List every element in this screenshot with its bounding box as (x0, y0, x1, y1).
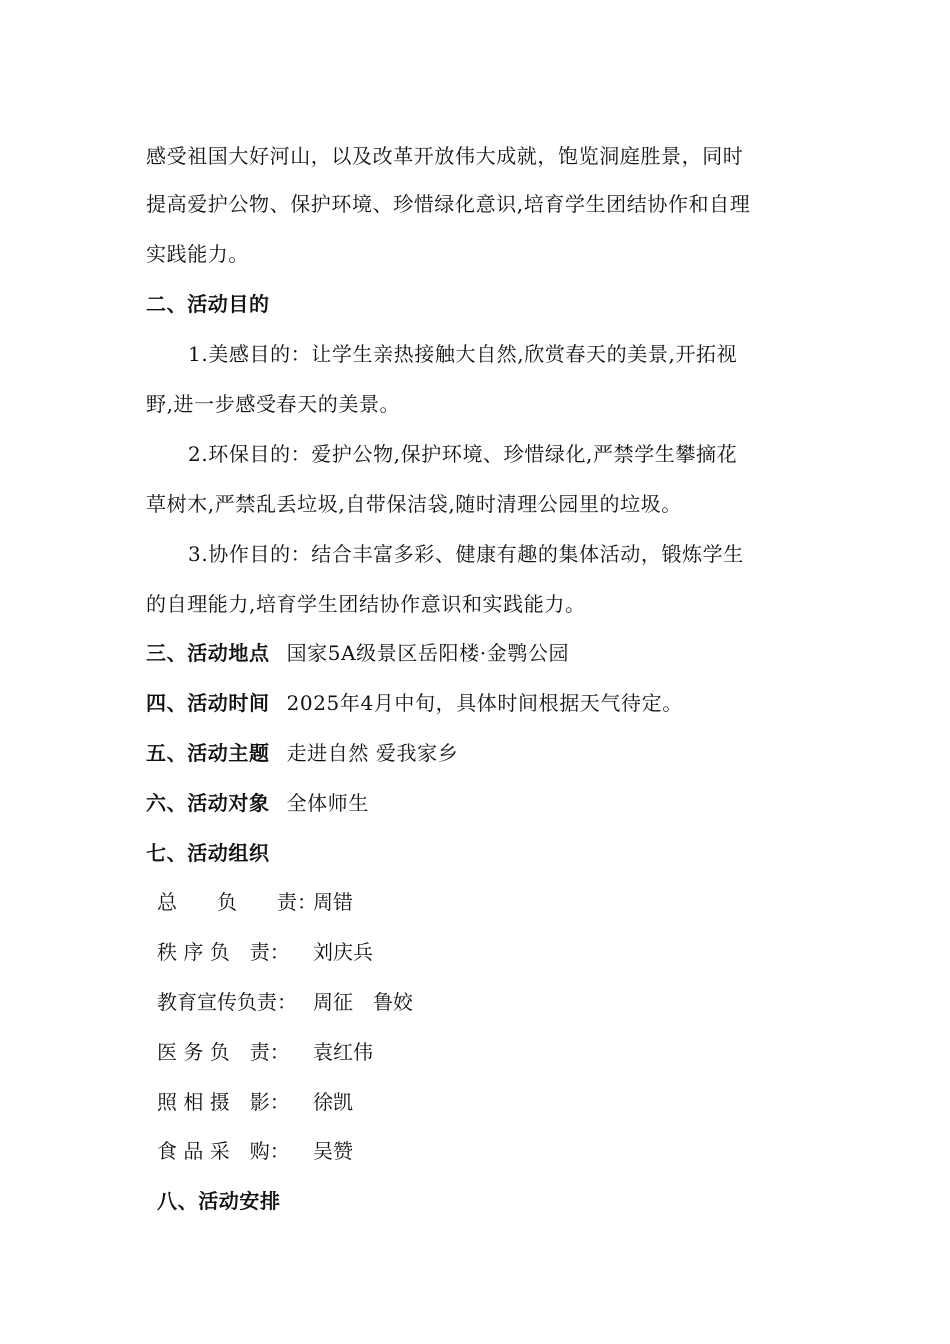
org-row (157, 936, 373, 965)
purpose-item-2-line-2: 草树木,严禁乱丢垃圾,自带保洁袋,随时清理公园里的垃圾。 (146, 492, 682, 516)
org-role: 秩 序 负 责： (157, 940, 290, 964)
org-row (157, 1036, 373, 1065)
org-person: 刘庆兵 (313, 940, 373, 964)
time-row (146, 687, 683, 716)
intro-line-3: 实践能力。 (146, 242, 249, 266)
location-row (146, 637, 569, 666)
time-value: 2025年4月中旬，具体时间根据天气待定。 (286, 691, 683, 715)
org-person: 徐凯 (313, 1090, 353, 1114)
org-row (157, 1135, 353, 1164)
audience-row (146, 787, 369, 816)
purpose-item-1-line-2: 野,进一步感受春天的美景。 (146, 392, 401, 416)
org-person: 袁红伟 (313, 1040, 373, 1064)
intro-line-1: 感受祖国大好河山，以及改革开放伟大成就，饱览洞庭胜景，同时 (146, 144, 744, 168)
org-row (157, 986, 413, 1015)
org-row (157, 1086, 353, 1115)
purpose-item-3-line-1: 3.协作目的：结合丰富多彩、健康有趣的集体活动，锻炼学生 (188, 542, 744, 566)
section-heading-purpose: 二、活动目的 (146, 292, 270, 316)
section-heading-theme: 五、活动主题 (146, 741, 270, 765)
purpose-item-2-line-1: 2.环保目的：爱护公物,保护环境、珍惜绿化,严禁学生攀摘花 (188, 442, 738, 466)
section-heading-organization: 七、活动组织 (146, 841, 270, 865)
section-heading-location: 三、活动地点 (146, 641, 270, 665)
org-role: 照 相 摄 影： (157, 1090, 290, 1114)
org-role: 食 品 采 购： (157, 1139, 290, 1163)
purpose-item-1-line-1: 1.美感目的：让学生亲热接触大自然,欣赏春天的美景,开拓视 (188, 342, 738, 366)
theme-row (146, 737, 458, 766)
section-heading-schedule: 八、活动安排 (157, 1189, 281, 1213)
purpose-item-3-line-2: 的自理能力,培育学生团结协作意识和实践能力。 (146, 592, 586, 616)
org-row (157, 886, 353, 915)
location-value: 国家5A级景区岳阳楼·金鹗公园 (286, 641, 570, 665)
section-heading-time: 四、活动时间 (146, 691, 270, 715)
org-role: 教育宣传负责： (157, 990, 297, 1014)
org-person: 周征 鲁姣 (313, 990, 413, 1014)
org-person: 周错 (313, 890, 353, 914)
org-role: 总 负 责： (157, 890, 317, 914)
org-person: 吴赞 (313, 1139, 353, 1163)
audience-value: 全体师生 (286, 791, 369, 815)
intro-line-2: 提高爱护公物、保护环境、珍惜绿化意识,培育学生团结协作和自理 (146, 192, 751, 216)
org-role: 医 务 负 责： (157, 1040, 290, 1064)
section-heading-audience: 六、活动对象 (146, 791, 270, 815)
theme-value: 走进自然 爱我家乡 (286, 741, 459, 765)
